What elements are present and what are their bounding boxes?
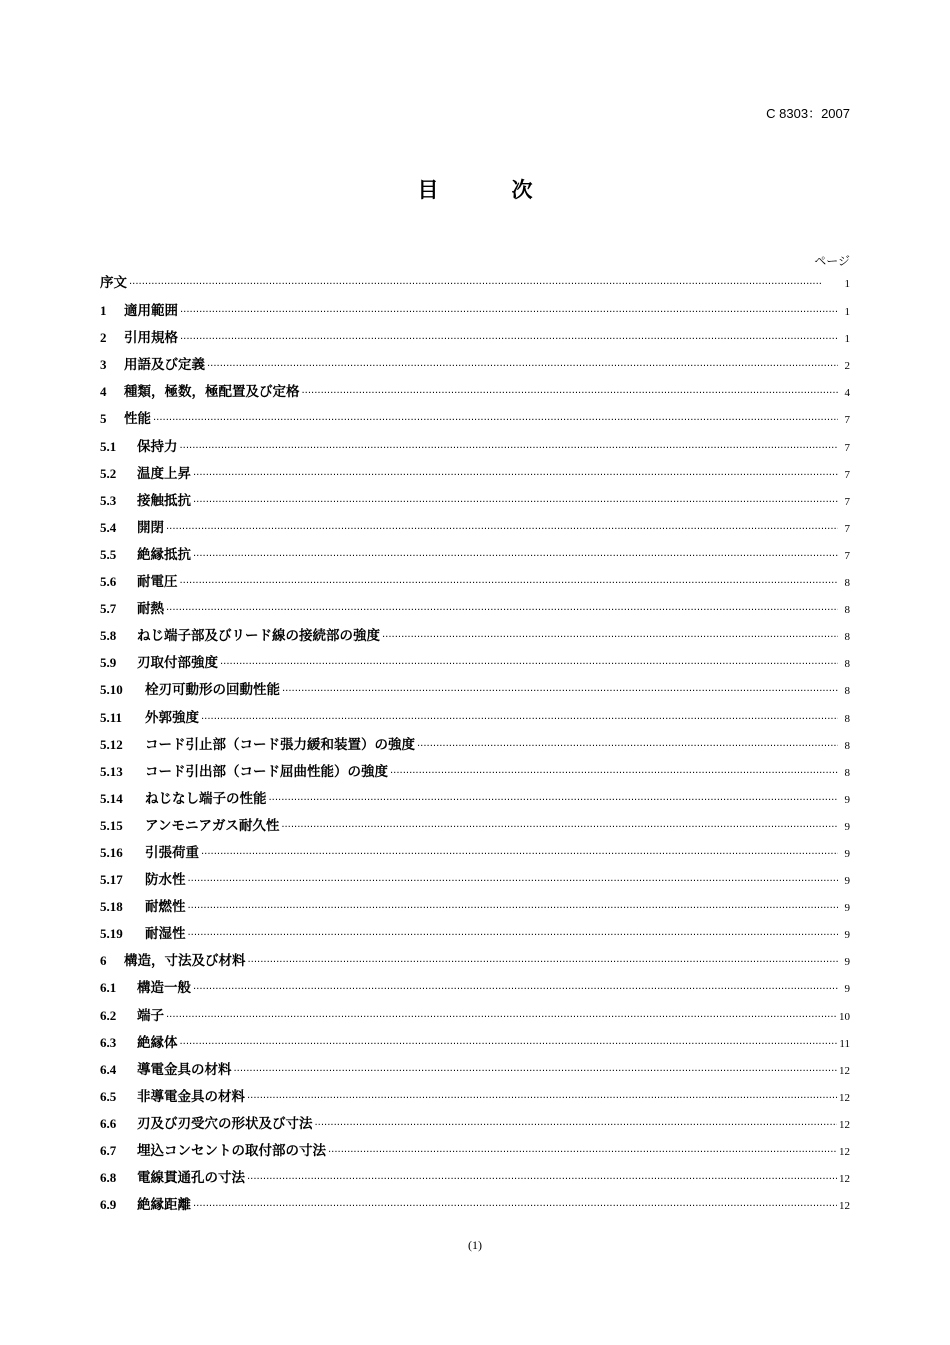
toc-entry[interactable] <box>100 487 850 514</box>
toc-leader-dots <box>193 1193 837 1220</box>
toc-entry-page: 7 <box>844 468 850 481</box>
toc-leader-dots <box>193 462 838 489</box>
toc-entry-number: 6.9 <box>100 1197 117 1213</box>
toc-entry[interactable] <box>100 812 850 839</box>
toc-entry-number: 5.6 <box>100 574 117 590</box>
page-title: 目 次 <box>417 178 559 202</box>
toc-leader-dots <box>207 353 838 380</box>
toc-entry[interactable] <box>100 324 850 351</box>
document-code: C 8303：2007 <box>766 106 850 121</box>
toc-entry-page: 12 <box>839 1064 850 1077</box>
page-number: (1) <box>468 1238 482 1252</box>
toc-entry-page: 8 <box>844 631 850 644</box>
toc-entry-title: 外郭強度 <box>145 709 199 726</box>
toc-leader-dots <box>166 1004 837 1031</box>
toc-entry-title: 電線貫通孔の寸法 <box>137 1170 245 1187</box>
toc-entry-page: 12 <box>839 1200 850 1213</box>
toc-entry-title: 非導電金具の材料 <box>137 1088 245 1105</box>
toc-entry-number: 5.18 <box>100 899 123 915</box>
toc-entry-page: 9 <box>844 902 850 915</box>
toc-leader-dots <box>315 1112 838 1139</box>
toc-entry[interactable] <box>100 595 850 622</box>
toc-entry-title: 絶縁体 <box>137 1034 178 1051</box>
toc-entry[interactable] <box>100 622 850 649</box>
toc-entry-title: 耐電圧 <box>137 574 178 591</box>
toc-entry-title: コード引止部（コード張力緩和装置）の強度 <box>145 736 415 753</box>
toc-leader-dots <box>188 922 839 949</box>
toc-entry-number: 6.7 <box>100 1143 117 1158</box>
toc-entry[interactable] <box>100 541 850 568</box>
toc-entry[interactable] <box>100 785 850 812</box>
toc-entry[interactable] <box>100 1056 850 1083</box>
page-column-label: ページ <box>814 254 850 268</box>
toc-entry[interactable] <box>100 1083 850 1110</box>
toc-entry-title: 引張荷重 <box>145 844 199 861</box>
toc-entry-page: 9 <box>844 820 850 833</box>
toc-entry[interactable] <box>100 676 850 703</box>
toc-entry-title: 開閉 <box>137 519 164 536</box>
toc-leader-dots <box>269 787 839 814</box>
toc-leader-dots <box>382 624 838 651</box>
toc-entry[interactable] <box>100 1029 850 1056</box>
toc-entry-title: ねじなし端子の性能 <box>145 790 267 807</box>
toc-entry-number: 6.6 <box>100 1115 117 1131</box>
toc-leader-dots <box>328 1139 837 1166</box>
toc-entry-page: 11 <box>839 1037 850 1050</box>
toc-entry-title: 耐湿性 <box>145 926 186 943</box>
toc-entry-page: 9 <box>844 929 850 942</box>
toc-entry-page: 12 <box>839 1146 850 1158</box>
toc-leader-dots <box>220 651 838 678</box>
toc-leader-dots <box>180 435 839 462</box>
toc-entry-number: 5.14 <box>100 790 123 806</box>
toc-entry-number: 3 <box>100 357 107 373</box>
toc-entry[interactable] <box>100 649 850 676</box>
toc-entry-title: 構造一般 <box>137 980 191 997</box>
toc-entry-title: 用語及び定義 <box>124 357 205 374</box>
toc-entry-title: 適用範囲 <box>124 303 178 320</box>
toc-entry[interactable] <box>100 758 850 785</box>
toc-entry-title: 序文 <box>100 275 127 291</box>
toc-entry-number: 5.15 <box>100 817 123 833</box>
toc-entry-number: 5.1 <box>100 438 117 454</box>
toc-entry-number: 6.5 <box>100 1088 117 1104</box>
toc-entry-page: 8 <box>844 658 850 671</box>
toc-entry-page: 8 <box>844 766 850 779</box>
toc-entry-title: 防水性 <box>145 872 186 889</box>
toc-entry-title: 構造，寸法及び材料 <box>124 953 246 970</box>
toc-leader-dots <box>247 1085 837 1112</box>
toc-leader-dots <box>201 706 838 733</box>
toc-entry-title: 耐燃性 <box>145 899 186 916</box>
toc-entry-page: 9 <box>844 983 850 996</box>
toc-entry-number: 5.11 <box>100 709 123 725</box>
toc-leader-dots <box>166 516 838 543</box>
toc-entry-page: 12 <box>839 1173 850 1186</box>
toc-entry-title: コード引出部（コード屈曲性能）の強度 <box>145 763 388 780</box>
toc-entry-number: 6.2 <box>100 1007 117 1023</box>
toc-entry-page: 10 <box>839 1010 850 1023</box>
toc-entry[interactable] <box>100 893 850 920</box>
toc-entry-number: 1 <box>100 303 107 319</box>
toc-leader-dots <box>302 380 839 407</box>
toc-entry-page: 8 <box>844 739 850 752</box>
toc-entry-number: 5.19 <box>100 926 123 942</box>
toc-entry[interactable] <box>100 378 850 405</box>
toc-entry-title: 絶縁距離 <box>137 1197 191 1214</box>
toc-entry[interactable] <box>100 947 850 974</box>
toc-entry-page: 1 <box>844 278 850 290</box>
toc-entry-number: 5.10 <box>100 682 123 698</box>
toc-entry[interactable] <box>100 1110 850 1137</box>
toc-entry[interactable] <box>100 1002 850 1029</box>
toc-leader-dots <box>180 1031 838 1058</box>
toc-leader-dots <box>234 1058 838 1085</box>
toc-leader-dots <box>129 271 838 298</box>
toc-entry-page: 2 <box>844 360 850 373</box>
toc-entry[interactable] <box>100 1137 850 1164</box>
toc-entry[interactable] <box>100 514 850 541</box>
toc-entry-number: 4 <box>100 384 107 400</box>
toc-entry-page: 8 <box>844 604 850 617</box>
toc-entry-title: 耐熱 <box>137 601 164 618</box>
toc-entry-page: 12 <box>839 1118 850 1131</box>
toc-entry-number: 6 <box>100 953 107 969</box>
toc-entry[interactable] <box>100 1191 850 1218</box>
toc-entry-title: 端子 <box>137 1007 164 1024</box>
toc-leader-dots <box>193 489 838 516</box>
toc-entry-number: 2 <box>100 330 107 346</box>
toc-entry-page: 7 <box>844 549 850 562</box>
toc-leader-dots <box>281 814 838 841</box>
toc-entry-title: 性能 <box>124 411 151 428</box>
toc-entry-number: 6.4 <box>100 1061 117 1077</box>
toc-leader-dots <box>193 543 838 570</box>
toc-entry[interactable] <box>100 433 850 460</box>
toc-leader-dots <box>188 895 839 922</box>
toc-entry-number: 5.7 <box>100 601 117 617</box>
toc-entry[interactable] <box>100 704 850 731</box>
toc-entry-number: 5.16 <box>100 844 123 860</box>
toc-entry-page: 9 <box>844 793 850 806</box>
toc-leader-dots <box>180 299 838 326</box>
toc-entry-number: 5.3 <box>100 492 117 508</box>
toc-entry-page: 9 <box>844 956 850 969</box>
table-of-contents <box>100 270 850 1218</box>
toc-entry[interactable] <box>100 270 850 297</box>
toc-entry[interactable] <box>100 297 850 324</box>
toc-entry-number: 5.17 <box>100 872 123 888</box>
toc-entry-number: 6.1 <box>100 980 117 996</box>
toc-entry-number: 5.8 <box>100 628 117 644</box>
toc-leader-dots <box>188 868 839 895</box>
toc-entry-title: 引用規格 <box>124 330 178 347</box>
toc-entry-page: 1 <box>844 333 850 346</box>
toc-entry[interactable] <box>100 1164 850 1191</box>
toc-entry-title: 刃及び刃受穴の形状及び寸法 <box>137 1115 313 1132</box>
toc-entry-page: 4 <box>844 387 850 400</box>
toc-entry-number: 5 <box>100 411 107 427</box>
toc-entry-number: 5.13 <box>100 763 123 779</box>
toc-entry-page: 12 <box>839 1091 850 1104</box>
toc-leader-dots <box>390 760 838 787</box>
toc-entry-page: 7 <box>844 495 850 508</box>
toc-entry-title: 種類，極数，極配置及び定格 <box>124 384 300 401</box>
toc-entry-page: 8 <box>844 712 850 725</box>
toc-leader-dots <box>248 949 839 976</box>
toc-entry-number: 5.4 <box>100 519 117 535</box>
toc-entry-title: ねじ端子部及びリード線の接続部の強度 <box>137 628 380 645</box>
toc-entry-title: 温度上昇 <box>137 465 191 482</box>
toc-leader-dots <box>201 841 838 868</box>
toc-entry[interactable] <box>100 920 850 947</box>
toc-entry-title: アンモニアガス耐久性 <box>145 817 280 834</box>
toc-entry-page: 9 <box>844 847 850 860</box>
toc-entry-title: 接触抵抗 <box>137 492 191 509</box>
toc-leader-dots <box>180 326 838 353</box>
toc-entry-page: 8 <box>844 577 850 590</box>
toc-entry-page: 9 <box>844 875 850 888</box>
toc-entry-title: 埋込コンセントの取付部の寸法 <box>137 1143 326 1159</box>
toc-leader-dots <box>193 976 838 1003</box>
toc-entry-number: 5.9 <box>100 655 117 671</box>
toc-leader-dots <box>166 597 838 624</box>
toc-entry[interactable] <box>100 974 850 1001</box>
toc-leader-dots <box>282 678 838 705</box>
toc-entry-page: 7 <box>844 414 850 427</box>
toc-entry[interactable] <box>100 866 850 893</box>
toc-entry[interactable] <box>100 839 850 866</box>
toc-entry-number: 5.5 <box>100 546 117 562</box>
toc-entry-title: 保持力 <box>137 438 178 455</box>
toc-leader-dots <box>180 570 839 597</box>
toc-entry[interactable] <box>100 568 850 595</box>
toc-entry-number: 6.8 <box>100 1170 117 1186</box>
toc-entry[interactable] <box>100 405 850 432</box>
toc-entry-page: 7 <box>844 522 850 535</box>
toc-entry-title: 刃取付部強度 <box>137 655 218 672</box>
toc-entry-number: 6.3 <box>100 1034 117 1050</box>
toc-entry[interactable] <box>100 351 850 378</box>
toc-leader-dots <box>153 407 838 434</box>
toc-entry-number: 5.2 <box>100 465 117 481</box>
toc-entry-page: 8 <box>844 685 850 698</box>
toc-entry[interactable] <box>100 460 850 487</box>
toc-entry-page: 7 <box>844 441 850 454</box>
toc-entry-number: 5.12 <box>100 736 123 752</box>
toc-entry-title: 栓刃可動形の回動性能 <box>145 682 280 699</box>
toc-entry-title: 導電金具の材料 <box>137 1061 232 1078</box>
toc-entry-page: 1 <box>844 306 850 319</box>
toc-leader-dots <box>417 733 838 760</box>
toc-entry[interactable] <box>100 731 850 758</box>
toc-entry-title: 絶縁抵抗 <box>137 546 191 563</box>
toc-leader-dots <box>247 1166 837 1193</box>
